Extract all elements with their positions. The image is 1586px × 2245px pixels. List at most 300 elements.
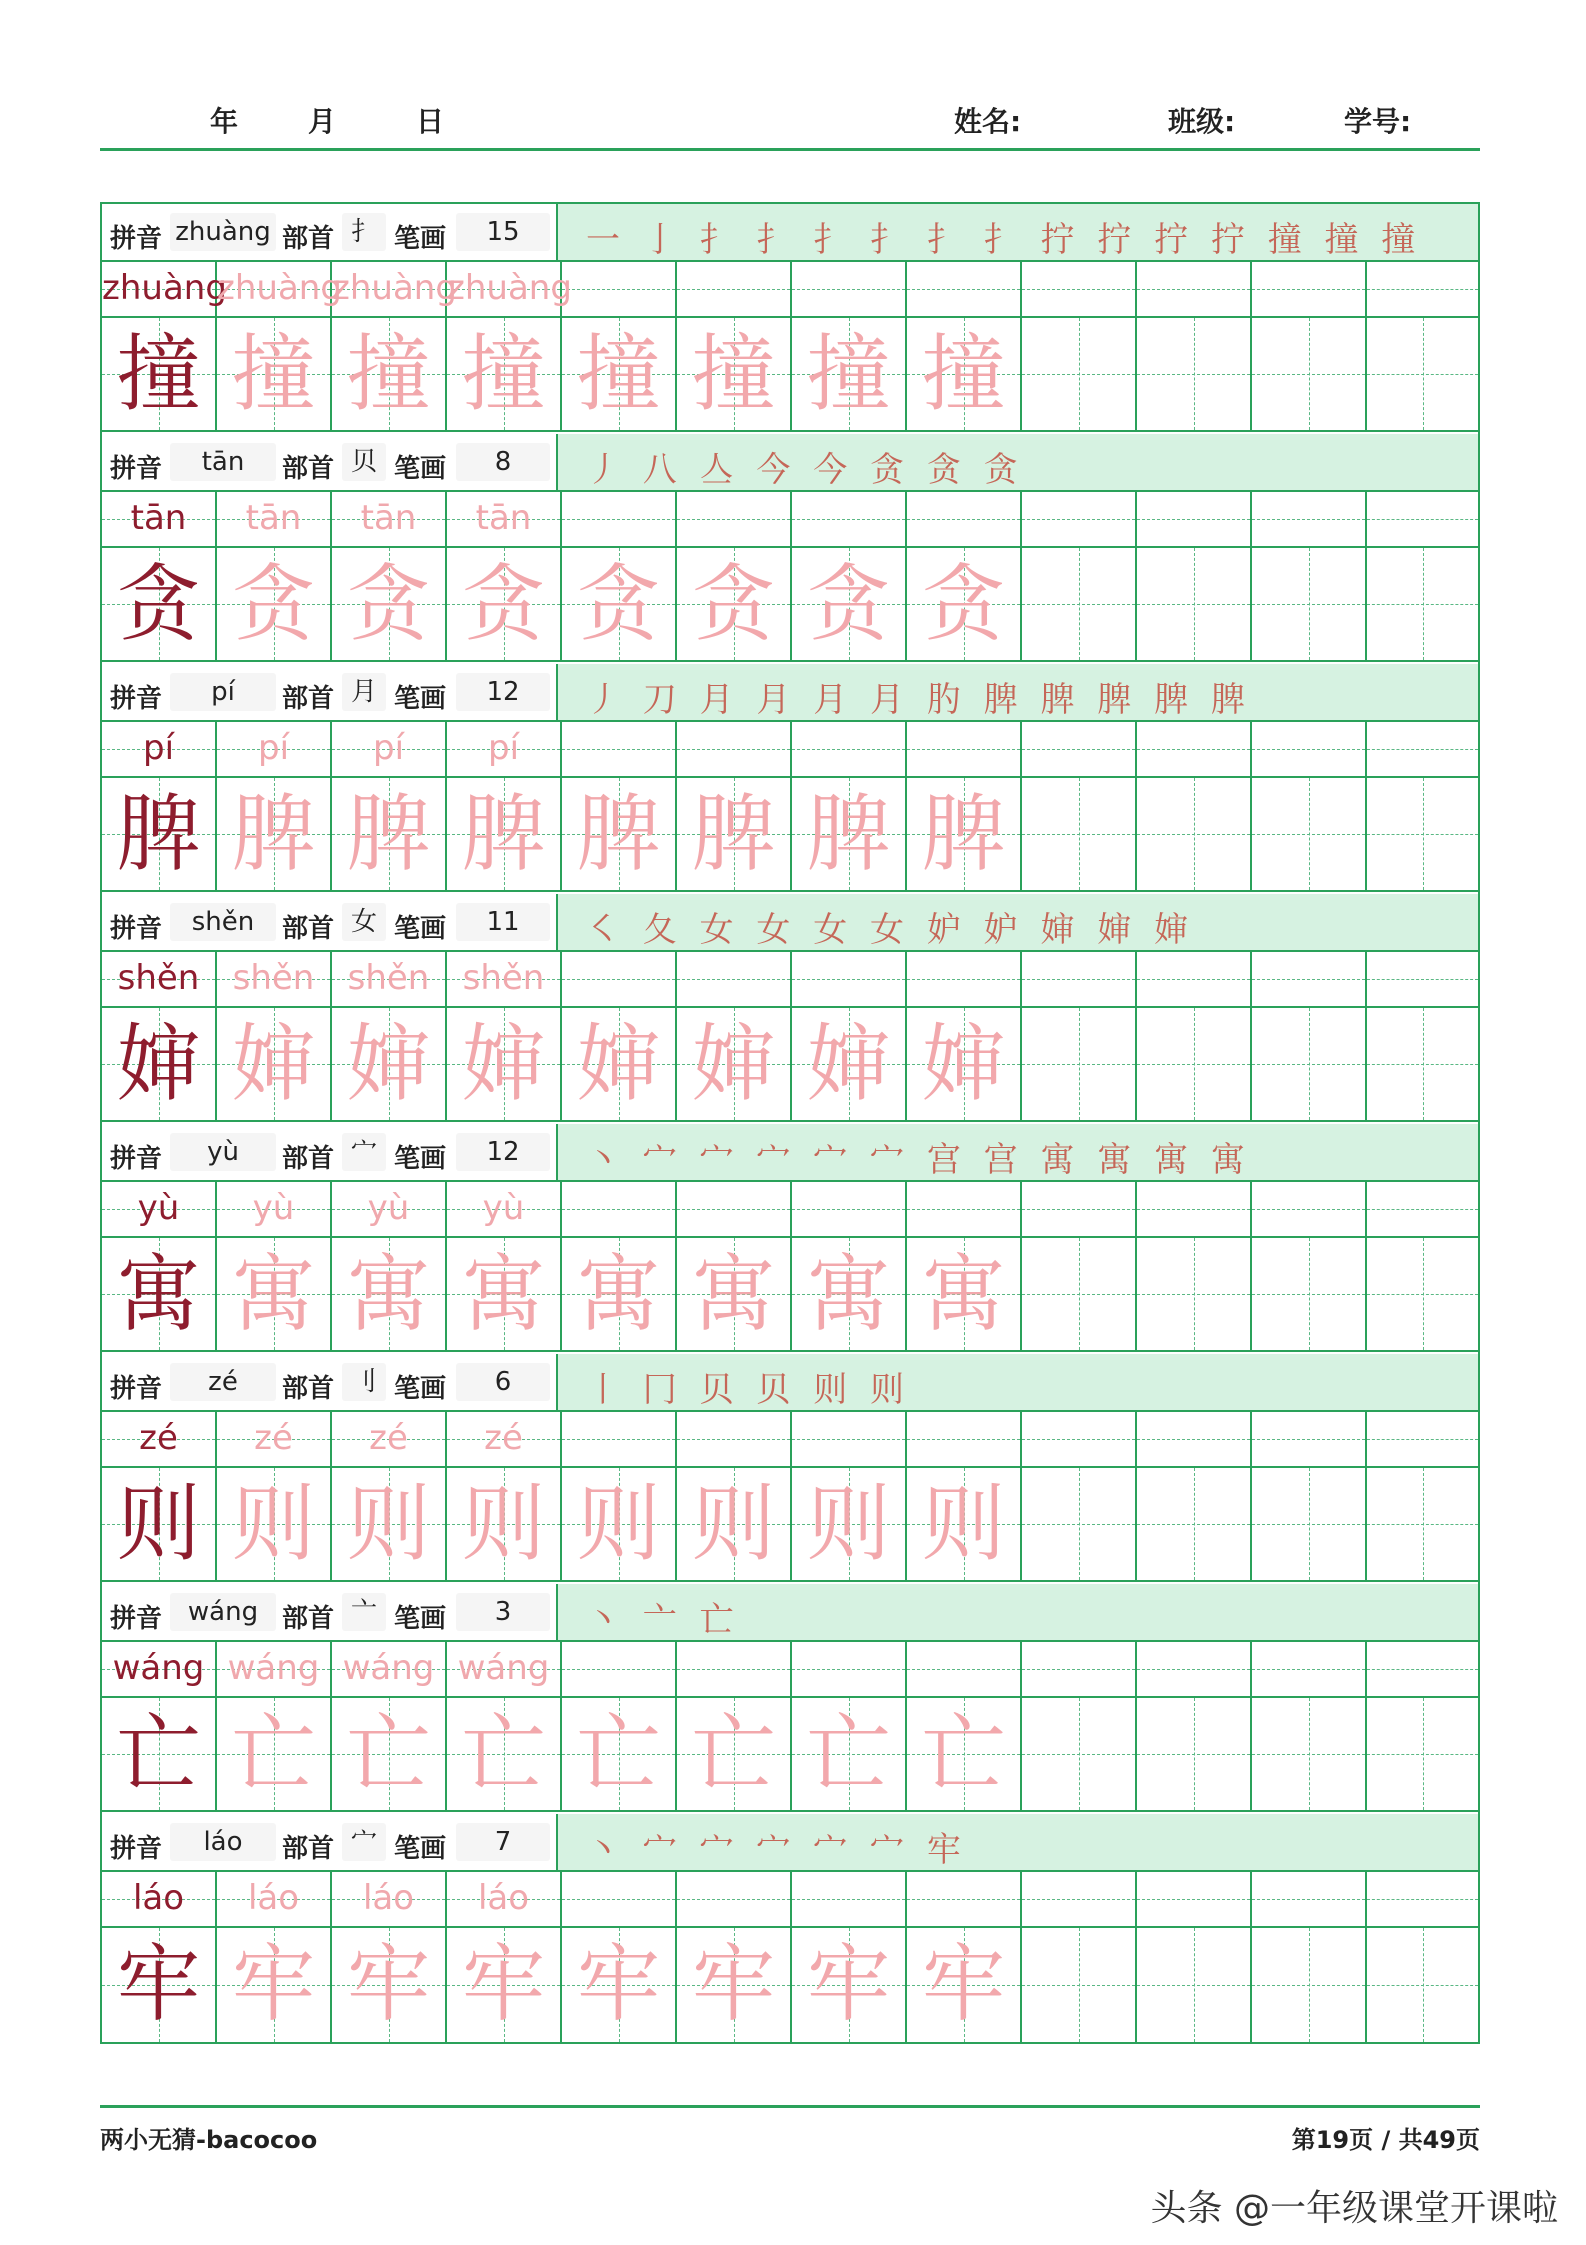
pinyin-cell (217, 1872, 332, 1926)
pinyin-cell (447, 492, 562, 546)
character-trace: 撞 (576, 325, 661, 423)
stroke-count-value: 12 (456, 673, 550, 711)
character-trace: 婶 (806, 1015, 891, 1113)
blank-pinyin-cell (562, 262, 677, 316)
blank-pinyin-cell (677, 1872, 792, 1926)
character-cell (332, 1008, 447, 1120)
character-trace: 则 (346, 1475, 431, 1573)
stroke-order: 丿 八 亼 今 今 贪 贪 贪 (586, 450, 1024, 490)
character-cell (447, 1928, 562, 2042)
blank-character-cell (1367, 1928, 1478, 2042)
character-cell (562, 548, 677, 660)
blank-pinyin-cell (562, 1872, 677, 1926)
character-cell (677, 1698, 792, 1810)
character-trace: 撞 (231, 325, 316, 423)
blank-character-cell (1367, 1468, 1478, 1580)
pinyin-trace: láo (362, 1878, 415, 1918)
blank-pinyin-cell (1367, 1412, 1478, 1466)
pinyin-label: 拼音 (110, 1834, 163, 1864)
character-trace: 婶 (921, 1015, 1006, 1113)
stroke-order-panel (558, 204, 1478, 260)
blank-pinyin-cell (1022, 722, 1137, 776)
pinyin-practice-row (102, 262, 1478, 318)
radical-value: 贝 (342, 443, 386, 481)
character-cell (102, 1238, 217, 1350)
character-model: 则 (116, 1475, 201, 1573)
pinyin-cell (447, 1872, 562, 1926)
character-cell (792, 1238, 907, 1350)
character-block (102, 1124, 1478, 1354)
character-trace: 则 (231, 1475, 316, 1573)
pinyin-trace: pí (257, 728, 290, 768)
pinyin-cell (447, 722, 562, 776)
blank-pinyin-cell (562, 1642, 677, 1696)
character-info-row (102, 1354, 1478, 1412)
character-cell (792, 1698, 907, 1810)
radical-label: 部首 (282, 1604, 335, 1634)
character-info-row (102, 1124, 1478, 1182)
blank-pinyin-cell (1252, 722, 1367, 776)
character-cell (217, 1928, 332, 2042)
radical-label: 部首 (282, 1374, 335, 1404)
strokes-label: 笔画 (394, 1144, 447, 1174)
character-model: 脾 (116, 785, 201, 883)
pinyin-trace: zé (369, 1418, 408, 1458)
character-meta (102, 1354, 558, 1410)
character-cell (907, 1928, 1022, 2042)
character-cell (677, 1928, 792, 2042)
character-trace: 寓 (691, 1245, 776, 1343)
character-info-row (102, 1584, 1478, 1642)
blank-character-cell (1137, 1698, 1252, 1810)
pinyin-value: tān (170, 443, 276, 481)
radical-label: 部首 (282, 454, 335, 484)
character-block (102, 1584, 1478, 1814)
blank-pinyin-cell (562, 952, 677, 1006)
character-cell (677, 1238, 792, 1350)
blank-pinyin-cell (792, 952, 907, 1006)
character-cell (792, 318, 907, 430)
character-trace: 则 (576, 1475, 661, 1573)
pinyin-label: 拼音 (110, 684, 163, 714)
pinyin-trace: tān (245, 498, 302, 538)
radical-value: 宀 (342, 1133, 386, 1171)
character-block (102, 434, 1478, 664)
character-trace: 贪 (576, 555, 661, 653)
character-meta (102, 1124, 558, 1180)
pinyin-trace: yù (252, 1188, 295, 1228)
pinyin-value: pí (170, 673, 276, 711)
character-trace: 则 (806, 1475, 891, 1573)
blank-character-cell (1252, 548, 1367, 660)
blank-pinyin-cell (1367, 722, 1478, 776)
character-meta (102, 434, 558, 490)
day-label: 日 (416, 105, 445, 138)
name-label: 姓名: (954, 105, 1022, 138)
character-block (102, 204, 1478, 434)
blank-pinyin-cell (1137, 1872, 1252, 1926)
pinyin-cell (447, 1412, 562, 1466)
character-cell (907, 1008, 1022, 1120)
blank-pinyin-cell (792, 1182, 907, 1236)
character-cell (102, 1008, 217, 1120)
pinyin-cell (217, 1182, 332, 1236)
pinyin-model: wáng (112, 1648, 205, 1688)
character-cell (562, 318, 677, 430)
blank-character-cell (1252, 1928, 1367, 2042)
stroke-order: 丶 宀 宀 宀 宀 宀 牢 (586, 1830, 967, 1870)
blank-pinyin-cell (1367, 262, 1478, 316)
pinyin-trace: shěn (462, 958, 545, 998)
pinyin-label: 拼音 (110, 914, 163, 944)
character-trace: 牢 (346, 1935, 431, 2033)
character-cell (562, 778, 677, 890)
pinyin-model: zé (139, 1418, 178, 1458)
blank-pinyin-cell (907, 262, 1022, 316)
pinyin-trace: shěn (232, 958, 315, 998)
blank-pinyin-cell (1252, 262, 1367, 316)
blank-pinyin-cell (907, 492, 1022, 546)
blank-pinyin-cell (1137, 1412, 1252, 1466)
character-trace: 撞 (806, 325, 891, 423)
pinyin-label: 拼音 (110, 1604, 163, 1634)
character-cell (792, 1008, 907, 1120)
character-cell (447, 1468, 562, 1580)
strokes-label: 笔画 (394, 454, 447, 484)
blank-character-cell (1137, 318, 1252, 430)
character-trace: 脾 (691, 785, 776, 883)
character-cell (102, 1928, 217, 2042)
character-cell (447, 778, 562, 890)
practice-grid (100, 202, 1480, 2044)
character-info-row (102, 204, 1478, 262)
blank-pinyin-cell (677, 952, 792, 1006)
character-practice-row (102, 548, 1478, 662)
character-cell (332, 318, 447, 430)
blank-pinyin-cell (562, 1182, 677, 1236)
character-cell (102, 318, 217, 430)
character-info-row (102, 434, 1478, 492)
stroke-count-value: 11 (456, 903, 550, 941)
pinyin-practice-row (102, 1872, 1478, 1928)
blank-character-cell (1022, 318, 1137, 430)
page-number: 第19页 / 共49页 (1291, 2126, 1480, 2154)
character-trace: 婶 (231, 1015, 316, 1113)
character-trace: 撞 (691, 325, 776, 423)
character-cell (907, 1238, 1022, 1350)
character-trace: 贪 (231, 555, 316, 653)
character-cell (792, 1928, 907, 2042)
blank-character-cell (1137, 548, 1252, 660)
pinyin-value: zhuàng (170, 213, 276, 251)
radical-label: 部首 (282, 684, 335, 714)
character-cell (447, 548, 562, 660)
blank-character-cell (1022, 1238, 1137, 1350)
character-trace: 亡 (921, 1705, 1006, 1803)
stroke-count-value: 3 (456, 1593, 550, 1631)
pinyin-trace: wáng (227, 1648, 320, 1688)
character-cell (677, 1468, 792, 1580)
blank-character-cell (1137, 778, 1252, 890)
pinyin-value: láo (170, 1823, 276, 1861)
blank-character-cell (1367, 1008, 1478, 1120)
character-cell (907, 778, 1022, 890)
character-trace: 寓 (461, 1245, 546, 1343)
character-cell (677, 318, 792, 430)
stroke-count-value: 12 (456, 1133, 550, 1171)
pinyin-trace: shěn (347, 958, 430, 998)
year-label: 年 (210, 105, 239, 138)
blank-pinyin-cell (562, 492, 677, 546)
pinyin-cell (332, 1412, 447, 1466)
blank-character-cell (1022, 778, 1137, 890)
blank-pinyin-cell (907, 1872, 1022, 1926)
character-trace: 婶 (576, 1015, 661, 1113)
character-trace: 亡 (806, 1705, 891, 1803)
character-meta (102, 1584, 558, 1640)
pinyin-cell (102, 1412, 217, 1466)
stroke-order: 丶 宀 宀 宀 宀 宀 宫 宫 寓 寓 寓 寓 (586, 1140, 1251, 1180)
blank-pinyin-cell (1252, 1872, 1367, 1926)
blank-pinyin-cell (677, 492, 792, 546)
blank-pinyin-cell (1367, 1872, 1478, 1926)
blank-pinyin-cell (1022, 1872, 1137, 1926)
character-cell (562, 1698, 677, 1810)
pinyin-cell (332, 1642, 447, 1696)
character-trace: 亡 (576, 1705, 661, 1803)
pinyin-cell (102, 1182, 217, 1236)
character-cell (217, 778, 332, 890)
blank-pinyin-cell (1367, 1642, 1478, 1696)
blank-character-cell (1022, 1698, 1137, 1810)
pinyin-cell (217, 492, 332, 546)
character-block (102, 894, 1478, 1124)
character-trace: 脾 (921, 785, 1006, 883)
character-model: 婶 (116, 1015, 201, 1113)
character-cell (907, 318, 1022, 430)
pinyin-cell (332, 1182, 447, 1236)
pinyin-trace: zhuàng (447, 268, 572, 308)
character-cell (447, 318, 562, 430)
character-trace: 脾 (576, 785, 661, 883)
stroke-order-panel (558, 1814, 1478, 1870)
header-divider (100, 148, 1480, 151)
radical-label: 部首 (282, 1834, 335, 1864)
pinyin-trace: tān (475, 498, 532, 538)
pinyin-model: tān (130, 498, 187, 538)
pinyin-cell (217, 1412, 332, 1466)
pinyin-cell (102, 1642, 217, 1696)
pinyin-model: shěn (117, 958, 200, 998)
pinyin-cell (102, 952, 217, 1006)
character-trace: 脾 (346, 785, 431, 883)
character-cell (102, 548, 217, 660)
character-trace: 牢 (806, 1935, 891, 2033)
pinyin-cell (217, 722, 332, 776)
blank-pinyin-cell (1252, 492, 1367, 546)
character-info-row (102, 664, 1478, 722)
pinyin-trace: wáng (342, 1648, 435, 1688)
character-trace: 寓 (346, 1245, 431, 1343)
blank-pinyin-cell (907, 722, 1022, 776)
stroke-order-panel (558, 894, 1478, 950)
blank-pinyin-cell (1252, 952, 1367, 1006)
pinyin-trace: zé (254, 1418, 293, 1458)
blank-pinyin-cell (677, 1182, 792, 1236)
pinyin-trace: zé (484, 1418, 523, 1458)
blank-pinyin-cell (1022, 1642, 1137, 1696)
character-cell (102, 778, 217, 890)
blank-character-cell (1137, 1008, 1252, 1120)
character-cell (792, 778, 907, 890)
character-practice-row (102, 1238, 1478, 1352)
pinyin-label: 拼音 (110, 1374, 163, 1404)
character-trace: 牢 (921, 1935, 1006, 2033)
blank-pinyin-cell (1252, 1412, 1367, 1466)
blank-pinyin-cell (677, 1412, 792, 1466)
blank-character-cell (1137, 1928, 1252, 2042)
character-trace: 牢 (576, 1935, 661, 2033)
blank-pinyin-cell (1022, 492, 1137, 546)
month-label: 月 (308, 105, 337, 138)
pinyin-label: 拼音 (110, 1144, 163, 1174)
character-trace: 则 (461, 1475, 546, 1573)
strokes-label: 笔画 (394, 914, 447, 944)
character-cell (217, 548, 332, 660)
pinyin-trace: láo (477, 1878, 530, 1918)
character-trace: 脾 (806, 785, 891, 883)
character-cell (562, 1008, 677, 1120)
pinyin-cell (102, 1872, 217, 1926)
pinyin-practice-row (102, 1412, 1478, 1468)
blank-character-cell (1252, 318, 1367, 430)
blank-pinyin-cell (907, 1642, 1022, 1696)
stroke-order: 丿 刀 月 月 月 月 肑 脾 脾 脾 脾 脾 (586, 680, 1251, 720)
blank-character-cell (1367, 1698, 1478, 1810)
character-cell (792, 548, 907, 660)
character-trace: 亡 (691, 1705, 776, 1803)
blank-pinyin-cell (1137, 722, 1252, 776)
stroke-order-panel (558, 434, 1478, 490)
blank-pinyin-cell (677, 722, 792, 776)
stroke-order-panel (558, 1584, 1478, 1640)
blank-character-cell (1022, 1008, 1137, 1120)
character-trace: 撞 (346, 325, 431, 423)
character-trace: 撞 (921, 325, 1006, 423)
blank-pinyin-cell (1252, 1642, 1367, 1696)
pinyin-cell (332, 722, 447, 776)
stroke-count-value: 15 (456, 213, 550, 251)
character-cell (792, 1468, 907, 1580)
stroke-count-value: 8 (456, 443, 550, 481)
radical-value: 扌 (342, 213, 386, 251)
character-cell (907, 548, 1022, 660)
blank-pinyin-cell (1367, 952, 1478, 1006)
character-model: 亡 (116, 1705, 201, 1803)
pinyin-cell (332, 952, 447, 1006)
blank-pinyin-cell (1022, 262, 1137, 316)
blank-character-cell (1022, 1468, 1137, 1580)
character-cell (907, 1468, 1022, 1580)
class-label: 班级: (1168, 105, 1236, 138)
stroke-order-panel (558, 664, 1478, 720)
blank-pinyin-cell (562, 1412, 677, 1466)
character-trace: 撞 (461, 325, 546, 423)
pinyin-practice-row (102, 1642, 1478, 1698)
character-cell (332, 1468, 447, 1580)
blank-character-cell (1022, 1928, 1137, 2042)
character-trace: 牢 (461, 1935, 546, 2033)
blank-character-cell (1252, 1468, 1367, 1580)
pinyin-cell (102, 722, 217, 776)
pinyin-trace: yù (367, 1188, 410, 1228)
character-cell (332, 1238, 447, 1350)
character-trace: 脾 (461, 785, 546, 883)
pinyin-label: 拼音 (110, 454, 163, 484)
blank-pinyin-cell (792, 1412, 907, 1466)
character-trace: 贪 (691, 555, 776, 653)
character-trace: 脾 (231, 785, 316, 883)
character-cell (332, 1928, 447, 2042)
radical-value: 女 (342, 903, 386, 941)
character-trace: 婶 (461, 1015, 546, 1113)
character-cell (677, 548, 792, 660)
character-trace: 牢 (691, 1935, 776, 2033)
character-cell (332, 778, 447, 890)
blank-pinyin-cell (792, 722, 907, 776)
character-cell (677, 778, 792, 890)
pinyin-cell (217, 262, 342, 316)
character-cell (217, 1238, 332, 1350)
blank-pinyin-cell (1022, 952, 1137, 1006)
blank-character-cell (1137, 1468, 1252, 1580)
character-meta (102, 1814, 558, 1870)
character-cell (562, 1238, 677, 1350)
character-cell (217, 1468, 332, 1580)
blank-pinyin-cell (1137, 262, 1252, 316)
character-model: 寓 (116, 1245, 201, 1343)
character-trace: 贪 (461, 555, 546, 653)
character-practice-row (102, 1468, 1478, 1582)
stroke-order: ㇛ 夂 女 女 女 女 妒 妒 婶 婶 婶 (586, 910, 1195, 950)
pinyin-value: shěn (170, 903, 276, 941)
blank-character-cell (1367, 318, 1478, 430)
character-info-row (102, 1814, 1478, 1872)
pinyin-trace: pí (372, 728, 405, 768)
pinyin-practice-row (102, 952, 1478, 1008)
radical-label: 部首 (282, 1144, 335, 1174)
character-trace: 亡 (461, 1705, 546, 1803)
pinyin-value: zé (170, 1363, 276, 1401)
blank-pinyin-cell (1252, 1182, 1367, 1236)
character-trace: 寓 (576, 1245, 661, 1343)
footer-brand: 两小无猜-bacocoo (100, 2126, 318, 2154)
character-cell (332, 1698, 447, 1810)
blank-character-cell (1367, 548, 1478, 660)
blank-pinyin-cell (792, 262, 907, 316)
pinyin-value: wáng (170, 1593, 276, 1631)
blank-character-cell (1022, 548, 1137, 660)
character-block (102, 664, 1478, 894)
character-cell (447, 1238, 562, 1350)
character-cell (447, 1008, 562, 1120)
blank-pinyin-cell (1137, 1182, 1252, 1236)
character-cell (217, 318, 332, 430)
character-block (102, 1814, 1478, 2044)
pinyin-trace: tān (360, 498, 417, 538)
character-meta (102, 894, 558, 950)
blank-pinyin-cell (1367, 492, 1478, 546)
